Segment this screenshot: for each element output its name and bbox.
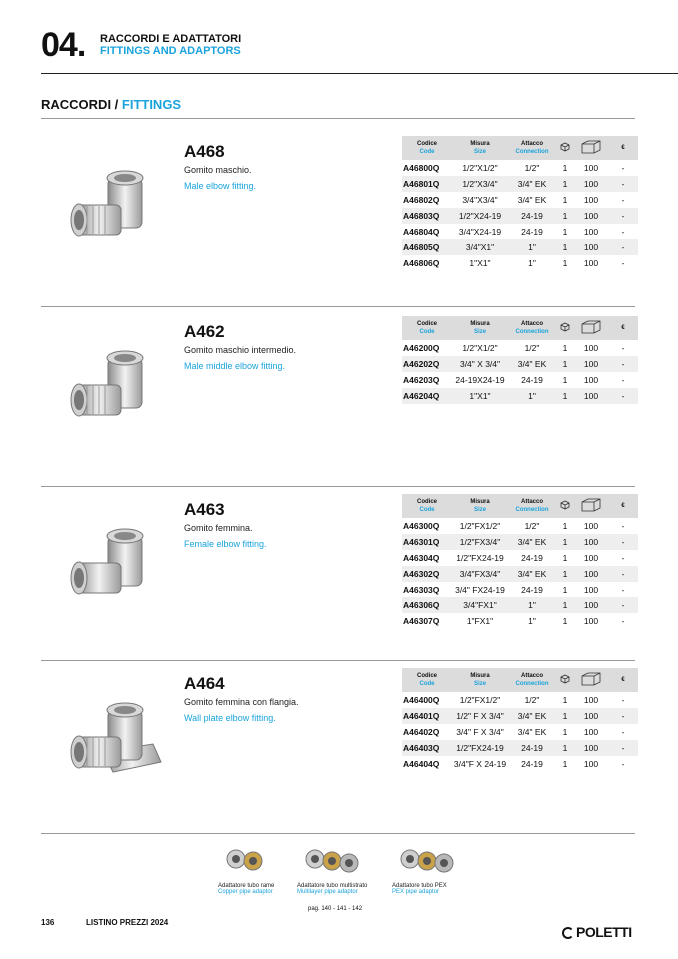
table-header-row [402,494,638,518]
table-row [402,176,638,192]
table-cell: A46804Q [403,226,440,237]
table-cell: 1 [556,239,574,255]
product-table [402,136,638,271]
table-row [402,372,638,388]
table-cell: 1 [556,176,574,192]
table-cell: - [608,356,638,372]
table-cell: 100 [574,740,608,756]
table-cell: - [621,520,625,531]
chapter-title-en: FITTINGS AND ADAPTORS [100,45,241,57]
table-cell: 100 [583,520,599,531]
table-cell: 1/2"X24-19 [452,208,508,224]
table-cell: 1" [508,388,556,404]
product-divider [41,306,635,307]
box-icon [574,494,608,518]
table-cell: 1 [556,740,574,756]
table-cell: - [621,552,625,563]
table-cell: - [621,584,625,595]
col-connection: Attacco Connection [508,316,556,340]
table-cell: 3/4" FX24-19 [455,584,505,595]
brand-logo [562,924,632,940]
table-cell: 100 [583,226,599,237]
adaptor-label-en: Multilayer pipe adaptor [297,889,358,895]
table-cell: - [621,694,625,705]
table-cell: 24-19 [521,758,543,769]
fitting-image [63,682,173,792]
table-cell: A46204Q [402,388,452,404]
adaptor-item [392,845,482,895]
table-cell: 1"X1" [469,258,491,269]
adaptor-label-it: Adattatore tubo rame [218,883,275,889]
table-cell: A46401Q [402,708,452,724]
box-icon [574,668,608,692]
table-cell: 1" [508,239,556,255]
product-desc-en: Male elbow fitting. [184,181,257,191]
table-cell: 24-19 [521,584,543,595]
table-cell: - [621,226,625,237]
table-cell: 1 [562,552,568,563]
table-row [402,356,638,372]
table-cell: 1/2"X1/2" [462,162,498,173]
table-cell: 100 [574,534,608,550]
table-cell: 24-19 [508,740,556,756]
table-cell: 3/4" EK [508,356,556,372]
fitting-image [63,508,173,618]
table-cell: - [608,740,638,756]
table-cell: 24-19 [508,208,556,224]
table-row [402,239,638,255]
table-cell: 24-19 [521,552,543,563]
table-cell: 1/2"X1/2" [462,342,498,353]
page-number: 136 [41,918,55,927]
table-cell: 1" [528,616,536,627]
table-row [402,208,638,224]
table-cell: - [608,708,638,724]
product-divider [41,486,635,487]
table-cell: A46302Q [402,566,452,582]
product-code: A463 [184,500,225,519]
table-row [402,534,638,550]
table-row [402,192,638,208]
table-row [402,582,638,598]
table-cell: 1 [556,708,574,724]
col-code: Codice Code [402,136,452,160]
col-size: Misura Size [452,668,508,692]
table-cell: - [608,534,638,550]
table-cell: 1" [528,258,536,269]
table-cell: 100 [574,176,608,192]
product-code: A462 [184,322,225,341]
table-cell: 1 [556,356,574,372]
table-header-row [402,668,638,692]
table-cell: 3/4" EK [517,194,547,205]
table-cell: - [621,616,625,627]
box-icon [574,136,608,160]
product-desc-it: Gomito maschio intermedio. [184,345,297,355]
table-cell: 1 [562,584,568,595]
fitting-image [63,330,173,440]
table-cell: 3/4" EK [508,566,556,582]
col-price: € [608,316,638,340]
col-connection: Attacco Connection [508,136,556,160]
table-cell: 1/2" F X 3/4" [452,708,508,724]
table-cell: A46303Q [403,584,440,595]
adaptors-divider [41,833,635,834]
table-cell: 1 [556,388,574,404]
table-cell: 100 [583,342,599,353]
table-row [402,340,638,356]
table-cell: 100 [583,258,599,269]
product-desc-en: Male middle elbow fitting. [184,361,286,371]
table-cell: A46806Q [403,258,440,269]
col-connection: Attacco Connection [508,494,556,518]
table-cell: A46301Q [402,534,452,550]
table-cell: A46805Q [402,239,452,255]
table-cell: 24-19 [521,374,543,385]
table-cell: 100 [583,616,599,627]
section-title [41,97,181,112]
col-price: € [608,668,638,692]
table-cell: A46200Q [403,342,440,353]
table-cell: 3/4"X3/4" [462,194,498,205]
table-cell: 1"X1" [452,388,508,404]
adaptor-label-it: Adattatore tubo PEX [392,883,447,889]
table-cell: 1/2"FX1/2" [459,520,501,531]
table-cell: 100 [583,194,599,205]
table-cell: A46403Q [402,740,452,756]
table-cell: 3/4" EK [517,726,547,737]
adaptor-image [218,845,278,881]
table-cell: A46404Q [403,758,440,769]
table-cell: - [608,208,638,224]
table-cell: A46800Q [403,162,440,173]
table-cell: 1/2" [524,342,540,353]
table-cell: 3/4" EK [508,708,556,724]
col-code: Codice Code [402,316,452,340]
table-cell: 3/4"X24-19 [458,226,502,237]
table-cell: A46400Q [403,694,440,705]
table-cell: 1/2"X3/4" [452,176,508,192]
table-cell: 1 [562,226,568,237]
adaptor-image [392,845,452,881]
table-cell: 100 [574,566,608,582]
adaptor-item [297,845,387,895]
adaptor-label-en: Copper pipe adaptor [218,889,273,895]
product-desc-en: Wall plate elbow fitting. [184,713,276,723]
table-cell: 1 [562,694,568,705]
table-cell: 100 [583,162,599,173]
table-cell: A46306Q [402,597,452,613]
col-price: € [608,136,638,160]
table-cell: A46803Q [402,208,452,224]
table-cell: - [621,726,625,737]
table-cell: 1 [556,534,574,550]
brand-name: POLETTI [576,924,632,940]
table-cell: 100 [574,388,608,404]
table-row [402,550,638,566]
footer-title: LISTINO PREZZI 2024 [86,918,169,927]
table-cell: - [621,258,625,269]
table-cell: A46402Q [403,726,440,737]
table-row [402,224,638,240]
table-cell: 100 [574,356,608,372]
col-size: Misura Size [452,316,508,340]
table-cell: 1/2"FX24-19 [452,740,508,756]
table-cell: A46304Q [403,552,440,563]
table-row [402,740,638,756]
table-cell: A46300Q [403,520,440,531]
table-cell: 100 [583,552,599,563]
product-code: A464 [184,674,225,693]
table-cell: 24-19X24-19 [455,374,505,385]
table-row [402,566,638,582]
table-cell: 1 [556,597,574,613]
adaptor-image [297,845,357,881]
table-cell: 1 [556,566,574,582]
table-cell: 3/4" X 3/4" [452,356,508,372]
table-cell: A46203Q [403,374,440,385]
product-divider [41,660,635,661]
table-cell: - [621,374,625,385]
table-row [402,724,638,740]
table-cell: 100 [574,708,608,724]
table-cell: - [608,388,638,404]
package-icon [556,668,574,692]
table-row [402,597,638,613]
table-cell: 3/4"X1" [452,239,508,255]
col-code: Codice Code [402,668,452,692]
product-table [402,668,638,771]
table-cell: 3/4" F X 3/4" [456,726,504,737]
section-divider [41,118,635,119]
table-cell: - [608,597,638,613]
table-cell: 100 [583,694,599,705]
adaptor-label-it: Adattatore tubo multistrato [297,883,368,889]
table-cell: 1" [508,597,556,613]
table-cell: - [608,239,638,255]
product-table [402,494,638,629]
table-cell: 3/4" EK [508,176,556,192]
table-cell: 1 [562,726,568,737]
product-desc-it: Gomito femmina con flangia. [184,697,299,707]
table-cell: 100 [574,239,608,255]
table-cell: 1 [562,194,568,205]
chapter-title-it: RACCORDI E ADATTATORI [100,33,242,45]
package-icon [556,316,574,340]
product-desc-it: Gomito femmina. [184,523,253,533]
table-cell: 3/4"FX3/4" [452,566,508,582]
table-cell: 1/2" [524,520,540,531]
table-cell: A46307Q [403,616,440,627]
table-cell: 1/2" [524,694,540,705]
table-header-row [402,316,638,340]
table-row [402,255,638,271]
table-cell: - [621,758,625,769]
table-cell: 100 [583,374,599,385]
adaptor-label-en: PEX pipe adaptor [392,889,440,895]
table-cell: 1 [562,374,568,385]
table-cell: 1 [562,258,568,269]
table-cell: 1"FX1" [466,616,494,627]
col-code: Codice Code [402,494,452,518]
table-row [402,756,638,772]
table-cell: 100 [574,597,608,613]
table-cell: 100 [583,584,599,595]
table-row [402,518,638,534]
table-cell: 100 [583,758,599,769]
col-price: € [608,494,638,518]
table-cell: 100 [574,208,608,224]
table-row [402,613,638,629]
table-cell: - [608,176,638,192]
col-size: Misura Size [452,136,508,160]
pages-reference: pag. 140 - 141 - 142 [308,906,363,912]
col-connection: Attacco Connection [508,668,556,692]
product-table [402,316,638,404]
table-cell: 1/2" [524,162,540,173]
table-cell: 24-19 [521,226,543,237]
table-cell: 100 [583,726,599,737]
product-desc-en: Female elbow fitting. [184,539,267,549]
table-cell: 1/2"FX3/4" [452,534,508,550]
table-cell: 1 [562,616,568,627]
table-cell: - [621,162,625,173]
table-header-row [402,136,638,160]
logo-mark-icon [562,927,574,939]
table-cell: 1/2"FX1/2" [459,694,501,705]
table-row [402,708,638,724]
section-title-it: RACCORDI / [41,97,122,112]
package-icon [556,494,574,518]
table-cell: 1 [562,520,568,531]
table-cell: 1/2"FX24-19 [456,552,504,563]
product-desc-it: Gomito maschio. [184,165,252,175]
table-cell: 1 [562,162,568,173]
adaptor-item [218,845,308,895]
package-icon [556,136,574,160]
box-icon [574,316,608,340]
section-title-en: FITTINGS [121,97,182,112]
table-cell: 3/4"FX1" [452,597,508,613]
table-cell: 1 [562,758,568,769]
table-row [402,388,638,404]
table-cell: - [621,194,625,205]
table-row [402,692,638,708]
chapter-number: 04. [41,26,86,64]
table-cell: - [621,342,625,353]
table-row [402,160,638,176]
table-cell: 1 [556,208,574,224]
header-divider [41,73,678,74]
table-cell: A46202Q [402,356,452,372]
table-cell: A46802Q [403,194,440,205]
table-cell: - [608,566,638,582]
col-size: Misura Size [452,494,508,518]
product-code: A468 [184,142,225,161]
table-cell: 1 [562,342,568,353]
fitting-image [63,150,173,260]
table-cell: 3/4"F X 24-19 [453,758,507,769]
table-cell: 3/4" EK [508,534,556,550]
table-cell: A46801Q [402,176,452,192]
